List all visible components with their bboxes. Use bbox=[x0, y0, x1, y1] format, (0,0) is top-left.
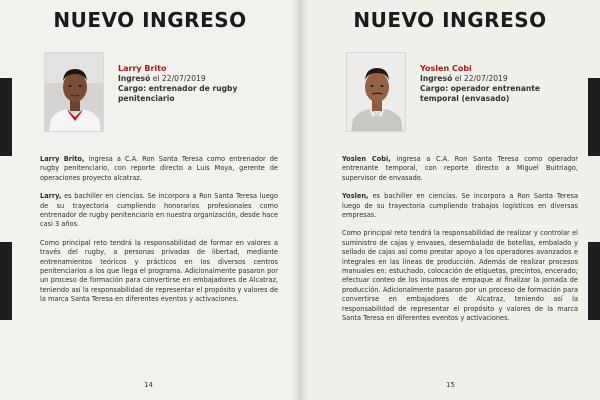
ingreso-date: el 22/07/2019 bbox=[454, 74, 508, 83]
larry-brito-photo bbox=[44, 52, 104, 132]
cargo-label: Cargo: bbox=[118, 84, 147, 93]
left-employee-info bbox=[118, 64, 278, 104]
right-page-heading: NUEVO INGRESO bbox=[353, 8, 547, 32]
right-side-tab-upper bbox=[588, 78, 600, 156]
paragraph-lead: Yoslen Cobi, bbox=[342, 155, 391, 163]
employee-name: Larry Brito bbox=[118, 64, 167, 73]
right-side-tab-lower bbox=[588, 242, 600, 320]
yoslen-cobi-photo bbox=[346, 52, 406, 132]
paragraph-lead: Larry, bbox=[40, 192, 62, 201]
left-paragraph-1 bbox=[40, 155, 278, 183]
cargo-value: operador entrenante temporal (envasado) bbox=[420, 84, 541, 103]
cargo-value: entrenador de rugby penitenciario bbox=[118, 84, 238, 103]
paragraph-text: Como principal reto tendrá la responsabilidad de formar en valores a través del rugby, a personas privadas de libertad, mediante entrenamientos teóricos y prácticos en los diversos centros penitenciarios a los que llega el programa. Adicionalmente pasaron por un proceso de formación para convertirse en embajadores de Alcatraz, teniendo así la responsabilidad de representar el propósito y valores de la marca Santa Teresa en diferentes eventos y activaciones. bbox=[40, 238, 278, 304]
cargo-label: Cargo: bbox=[420, 84, 449, 93]
paragraph-text: es bachiller en ciencias. Se incorpora a Ron Santa Teresa luego de su trayectoria cumpliendo honorarios profesionales como entrenador de rugby penitenciario en nuestra organización, desde hace casi 3 años. bbox=[40, 192, 278, 229]
employee-name: Yoslen Cobi bbox=[420, 64, 472, 73]
paragraph-text: ingresa a C.A. Ron Santa Teresa como operador entrenante temporal, con reporte directo a Miguel Buitriago, supervisor de envasado. bbox=[342, 155, 578, 182]
paragraph-lead: Yoslen, bbox=[342, 192, 369, 201]
ingreso-date: el 22/07/2019 bbox=[152, 74, 206, 83]
right-employee-info bbox=[420, 64, 570, 104]
right-paragraph-3 bbox=[342, 229, 578, 323]
right-body-text bbox=[342, 155, 578, 333]
paragraph-text: Como principal reto tendrá la responsabilidad de realizar y controlar el suministro de cajas y envases, desembalado de botellas, embalado y sellado de cajas así como prestar apoyo a los operadores avanzados e integrales en las líneas de producción. Además de realizar procesos manuales en: estuchado, colocación de etiquetas, precintos, encerado; efectuar conteo de los insumos de empaque al finalizar la jornada de producción. Adicionalmente pasaron por un proceso de formación para convertirse en embajadores de Alcatraz, teniendo así la responsabilidad de representar el propósito y valores de la marca Santa Teresa en diferentes eventos y activaciones. bbox=[342, 229, 578, 323]
left-paragraph-2 bbox=[40, 192, 278, 230]
left-paragraph-3 bbox=[40, 239, 278, 305]
left-page-heading: NUEVO INGRESO bbox=[53, 8, 247, 32]
page-number-right: 15 bbox=[446, 381, 455, 389]
paragraph-text: es bachiller en ciencias. Se incorpora a Ron Santa Teresa luego de su trayectoria cumpliendo trabajos logísticos en diversas empresas. bbox=[342, 192, 578, 220]
paragraph-text: ingresa a C.A. Ron Santa Teresa como entrenador de rugby penitenciario, con reporte directo a Luis Moya, gerente de operaciones proyecto alcatraz. bbox=[40, 155, 278, 182]
book-spine bbox=[292, 0, 308, 400]
left-side-tab-upper bbox=[0, 78, 12, 156]
paragraph-lead: Larry Brito, bbox=[40, 155, 85, 163]
right-paragraph-2 bbox=[342, 192, 578, 220]
left-side-tab-lower bbox=[0, 242, 12, 320]
ingreso-label: Ingresó bbox=[420, 74, 453, 83]
right-paragraph-1 bbox=[342, 155, 578, 183]
right-page bbox=[300, 0, 600, 400]
page-number-left: 14 bbox=[144, 381, 153, 389]
left-body-text bbox=[40, 155, 278, 314]
ingreso-label: Ingresó bbox=[118, 74, 151, 83]
